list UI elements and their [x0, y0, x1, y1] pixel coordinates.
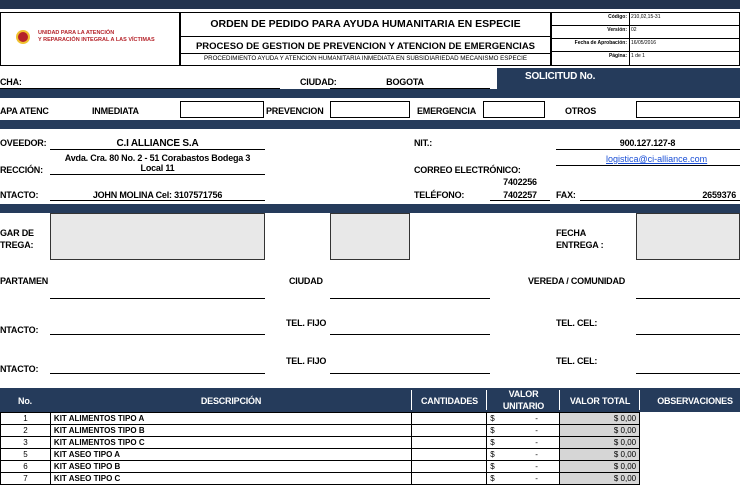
vereda-label: VEREDA / COMUNIDAD — [528, 276, 626, 286]
row-number: 2 — [1, 425, 51, 437]
prevencion-checkbox[interactable] — [330, 101, 410, 118]
row-description: KIT ASEO TIPO A — [50, 449, 412, 461]
row-observations[interactable] — [640, 473, 740, 485]
items-table — [0, 412, 740, 485]
band-3 — [0, 204, 740, 213]
nit-label: NIT.: — [414, 138, 432, 148]
row-total-value: $ 0,00 — [560, 425, 640, 437]
proveedor-value: C.I ALLIANCE S.A — [116, 138, 199, 149]
header-valor-total: VALOR TOTAL — [569, 396, 631, 406]
logo-line-1: UNIDAD PARA LA ATENCIÓN — [38, 30, 115, 36]
row-unit-value: $ - — [487, 461, 560, 473]
prevencion-label: PREVENCION — [266, 106, 324, 116]
row-quantity[interactable] — [412, 425, 487, 437]
direccion-value-1: Avda. Cra. 80 No. 2 - 51 Corabastos Bodega 3 — [64, 153, 251, 163]
departamento-label: PARTAMEN — [0, 276, 49, 286]
header-cantidades: CANTIDADES — [420, 396, 478, 406]
row-observations[interactable] — [640, 437, 740, 449]
meta-label: Versión: — [607, 27, 627, 33]
row-number: 6 — [1, 461, 51, 473]
inmediata-checkbox[interactable] — [180, 101, 264, 118]
row-observations[interactable] — [640, 413, 740, 425]
row-total-value: $ 0,00 — [560, 449, 640, 461]
contacto-value: JOHN MOLINA Cel: 3107571756 — [92, 190, 223, 200]
fecha-label: CHA: — [0, 77, 22, 87]
header-observaciones: OBSERVACIONES — [657, 396, 733, 406]
tel-fijo-2-label: TEL. FIJO — [286, 356, 327, 366]
band-2 — [0, 120, 740, 129]
header-no: No. — [18, 396, 32, 406]
row-observations[interactable] — [640, 425, 740, 437]
meta-value: 1 de 1 — [631, 53, 645, 59]
etapa-label: APA ATENC — [0, 106, 49, 116]
table-row — [1, 413, 740, 425]
row-quantity[interactable] — [412, 413, 487, 425]
table-row — [1, 425, 740, 437]
proveedor-label: OVEEDOR: — [0, 138, 47, 148]
row-observations[interactable] — [640, 449, 740, 461]
fax-value: 2659376 — [702, 190, 736, 200]
procedure-title: PROCEDIMIENTO AYUDA Y ATENCIÓN HUMANITARIA INMEDIATA EN SUBSIDIARIEDAD MECANISMO ESPECIE — [204, 55, 527, 62]
row-description: KIT ASEO TIPO B — [50, 461, 412, 473]
table-row — [1, 437, 740, 449]
table-row — [1, 449, 740, 461]
logo-line-2: Y REPARACIÓN INTEGRAL A LAS VÍCTIMAS — [38, 37, 155, 43]
row-quantity[interactable] — [412, 449, 487, 461]
meta-value: 02 — [631, 27, 637, 33]
row-unit-value: $ - — [487, 449, 560, 461]
ciudad-entrega-label: CIUDAD — [289, 276, 323, 286]
row-description: KIT ALIMENTOS TIPO C — [50, 437, 412, 449]
direccion-value-2: Local 11 — [140, 163, 175, 173]
document-title: ORDEN DE PEDIDO PARA AYUDA HUMANITARIA EN ESPECIE — [210, 18, 521, 30]
emergencia-checkbox[interactable] — [483, 101, 545, 118]
emergencia-label: EMERGENCIA — [417, 106, 477, 116]
meta-label: Página: — [608, 53, 627, 59]
contacto-entrega-2-label: NTACTO: — [0, 364, 39, 374]
ciudad-label: CIUDAD: — [300, 77, 337, 87]
header-descripcion: DESCRIPCIÓN — [200, 396, 262, 406]
band-1 — [0, 89, 740, 98]
header-valor-unitario-2: UNITARIO — [502, 401, 545, 411]
lugar-entrega-field-2[interactable] — [330, 213, 410, 260]
lugar-entrega-field[interactable] — [50, 213, 265, 260]
lugar-entrega-label-1: GAR DE — [0, 228, 34, 238]
row-description: KIT ASEO TIPO C — [50, 473, 412, 485]
row-number: 7 — [1, 473, 51, 485]
contacto-entrega-1-label: NTACTO: — [0, 325, 39, 335]
unidad-victimas-logo-icon — [16, 30, 30, 44]
direccion-label: RECCIÓN: — [0, 165, 43, 175]
fecha-entrega-label-1: FECHA — [556, 228, 586, 238]
table-row — [1, 461, 740, 473]
row-unit-value: $ - — [487, 413, 560, 425]
meta-label: Código: — [608, 14, 627, 20]
tel-cel-1-label: TEL. CEL: — [556, 318, 598, 328]
telefono-value-2: 7402257 — [503, 190, 537, 200]
solicitud-label: SOLICITUD No. — [497, 68, 740, 89]
table-row — [1, 473, 740, 485]
row-quantity[interactable] — [412, 437, 487, 449]
row-description: KIT ALIMENTOS TIPO A — [50, 413, 412, 425]
row-number: 5 — [1, 449, 51, 461]
meta-label: Fecha de Aprobación: — [574, 40, 627, 46]
row-number: 1 — [1, 413, 51, 425]
top-strip — [0, 0, 740, 9]
tel-fijo-1-label: TEL. FIJO — [286, 318, 327, 328]
row-quantity[interactable] — [412, 473, 487, 485]
correo-link[interactable]: logistica@ci-alliance.com — [606, 154, 708, 164]
row-observations[interactable] — [640, 461, 740, 473]
fecha-entrega-field[interactable] — [636, 213, 740, 260]
otros-checkbox[interactable] — [636, 101, 740, 118]
otros-label: OTROS — [565, 106, 597, 116]
row-total-value: $ 0,00 — [560, 461, 640, 473]
row-total-value: $ 0,00 — [560, 413, 640, 425]
fax-label: FAX: — [556, 190, 576, 200]
row-quantity[interactable] — [412, 461, 487, 473]
row-unit-value: $ - — [487, 473, 560, 485]
row-unit-value: $ - — [487, 425, 560, 437]
row-number: 3 — [1, 437, 51, 449]
meta-value: 16/05/2016 — [631, 40, 657, 46]
row-description: KIT ALIMENTOS TIPO B — [50, 425, 412, 437]
inmediata-label: INMEDIATA — [92, 106, 139, 116]
ciudad-value: BOGOTA — [386, 77, 424, 87]
row-unit-value: $ - — [487, 437, 560, 449]
nit-value: 900.127.127-8 — [619, 138, 676, 148]
header-valor-unitario-1: VALOR — [508, 389, 539, 399]
meta-value: 210,02,15-31 — [631, 14, 661, 20]
process-title: PROCESO DE GESTION DE PREVENCION Y ATENCION DE EMERGENCIAS — [195, 41, 536, 52]
row-total-value: $ 0,00 — [560, 473, 640, 485]
tel-cel-2-label: TEL. CEL: — [556, 356, 598, 366]
correo-label: CORREO ELECTRÓNICO: — [414, 165, 521, 175]
fecha-entrega-label-2: ENTREGA : — [556, 240, 604, 250]
row-total-value: $ 0,00 — [560, 437, 640, 449]
telefono-label: TELÉFONO: — [414, 190, 465, 200]
lugar-entrega-label-2: TREGA: — [0, 240, 34, 250]
contacto-label: NTACTO: — [0, 190, 39, 200]
logo-text — [38, 30, 155, 44]
telefono-value-1: 7402256 — [503, 177, 537, 187]
